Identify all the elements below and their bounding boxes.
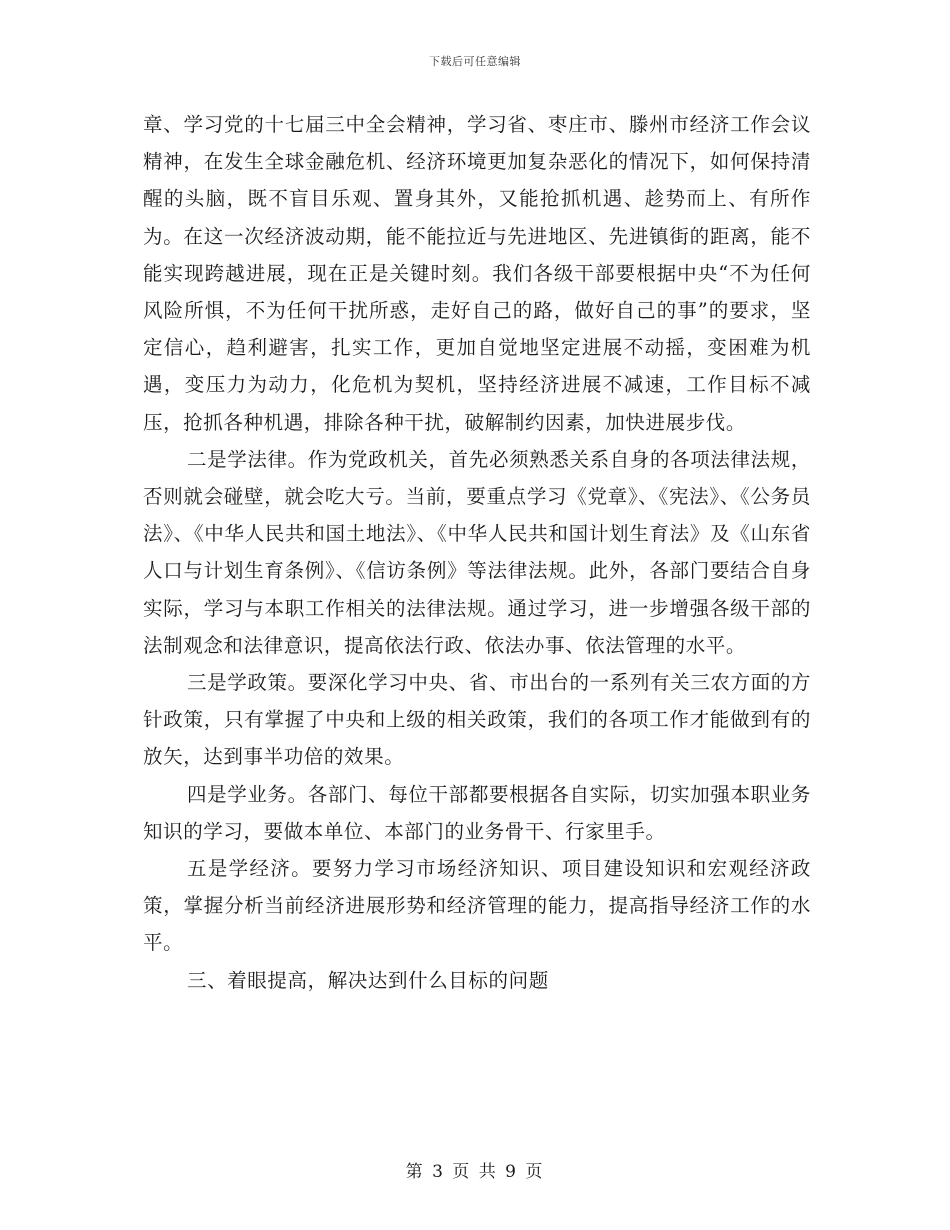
paragraph-5: 五是学经济。要努力学习市场经济知识、项目建设知识和宏观经济政策，掌握分析当前经济进展形势和经济管理的能力，提高指导经济工作的水平。	[143, 857, 811, 955]
page-header: 下载后可任意编辑	[429, 55, 521, 68]
document-body	[143, 106, 811, 999]
paragraph-1: 章、学习党的十七届三中全会精神，学习省、枣庄市、滕州市经济工作会议精神，在发生全球金融危机、经济环境更加复杂恶化的情况下，如何保持清醒的头脑，既不盲目乐观、置身其外，又能抢抓机遇、趁势而上、有所作为。在这一次经济波动期，能不能拉近与先进地区、先进镇街的距离，能不能实现跨越进展，现在正是关键时刻。我们各级干部要根据中央“不为任何风险所惧，不为任何干扰所惑，走好自己的路，做好自己的事”的要求，坚定信心，趋利避害，扎实工作，更加自觉地坚定进展不动摇，变困难为机遇，变压力为动力，化危机为契机，坚持经济进展不减速，工作目标不减压，抢抓各种机遇，排除各种干扰，破解制约因素，加快进展步伐。	[143, 113, 811, 434]
page-number-footer: 第 3 页 共 9 页	[405, 1162, 545, 1182]
paragraph-3: 三是学政策。要深化学习中央、省、市出台的一系列有关三农方面的方针政策，只有掌握了中央和上级的相关政策，我们的各项工作才能做到有的放矢，达到事半功倍的效果。	[143, 671, 811, 769]
paragraph-2: 二是学法律。作为党政机关，首先必须熟悉关系自身的各项法律法规，否则就会碰壁，就会吃大亏。当前，要重点学习《党章》、《宪法》、《公务员法》、《中华人民共和国土地法》、《中华人民共和国计划生育法》及《山东省人口与计划生育条例》、《信访条例》等法律法规。此外，各部门要结合自身实际，学习与本职工作相关的法律法规。通过学习，进一步增强各级干部的法制观念和法律意识，提高依法行政、依法办事、依法管理的水平。	[143, 447, 811, 657]
section-heading: 三、着眼提高，解决达到什么目标的问题	[187, 968, 549, 992]
paragraph-4: 四是学业务。各部门、每位干部都要根据各自实际，切实加强本职业务知识的学习，要做本单位、本部门的业务骨干、行家里手。	[143, 782, 811, 843]
